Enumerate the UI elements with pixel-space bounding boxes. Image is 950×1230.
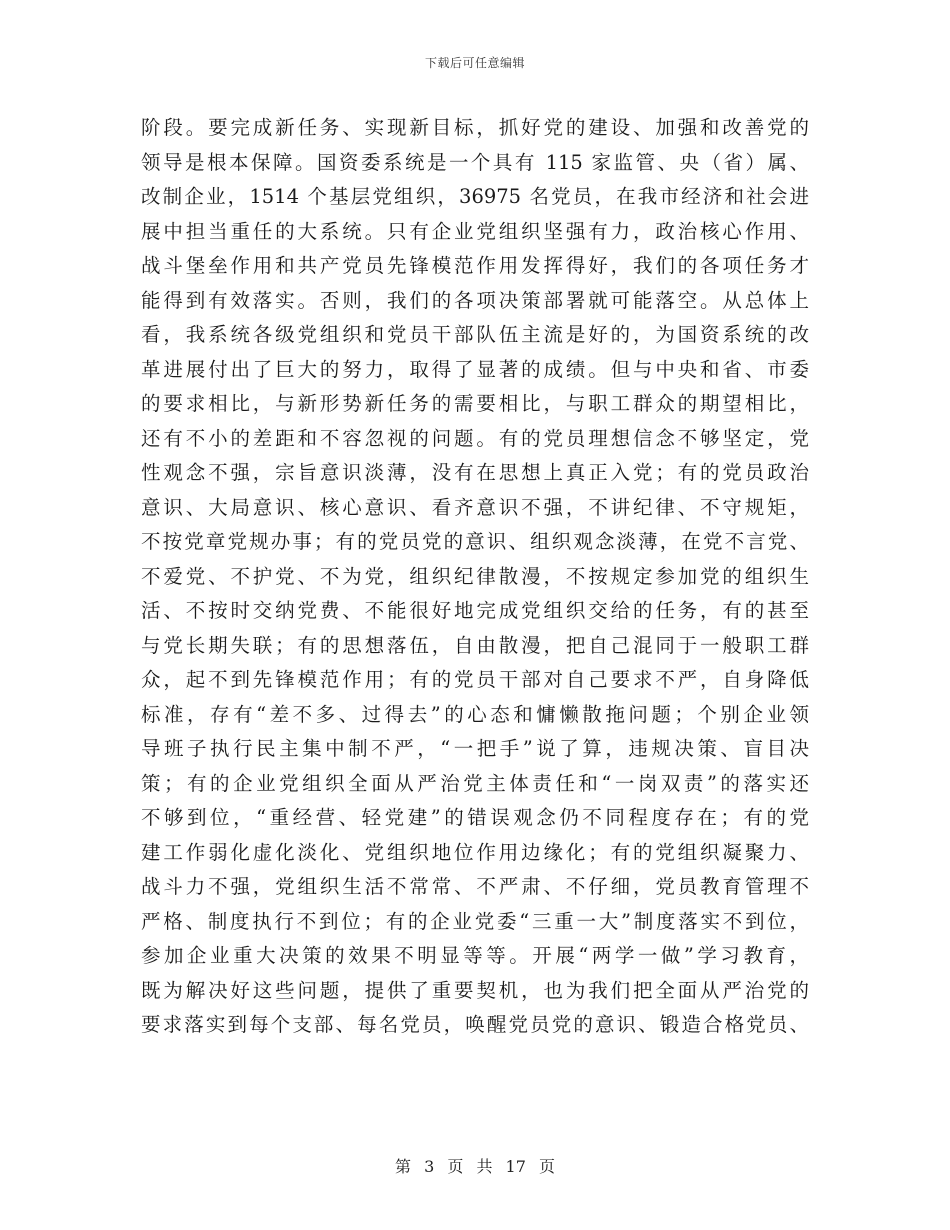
- text-line: 不爱党、不护党、不为党，组织纪律散漫，不按规定参加党的组织生: [141, 564, 809, 588]
- page-header: 下载后可任意编辑: [424, 56, 525, 70]
- text-line: 的要求相比，与新形势新任务的需要相比，与职工群众的期望相比，: [141, 392, 809, 415]
- text-line: 战斗堡垒作用和共产党员先锋模范作用发挥得好，我们的各项任务才: [141, 254, 809, 277]
- text-line: 阶段。要完成新任务、实现新目标，抓好党的建设、加强和改善党的: [141, 116, 809, 139]
- text-line: 看，我系统各级党组织和党员干部队伍主流是好的，为国资系统的改: [141, 323, 809, 346]
- text-line: 要求落实到每个支部、每名党员，唤醒党员党的意识、锻造合格党员、: [141, 1013, 809, 1036]
- page-number: 第 3 页 共 17 页: [395, 1157, 555, 1176]
- text-line: 展中担当重任的大系统。只有企业党组织坚强有力，政治核心作用、: [141, 219, 809, 243]
- text-line: 领导是根本保障。国资委系统是一个具有 115 家监管、央（省）属、: [141, 150, 809, 174]
- text-line: 还有不小的差距和不容忽视的问题。有的党员理想信念不够坚定，党: [141, 426, 809, 450]
- text-line: 导班子执行民主集中制不严，“一把手”说了算，违规决策、盲目决: [141, 737, 809, 760]
- text-line: 活、不按时交纳党费、不能很好地完成党组织交给的任务，有的甚至: [141, 599, 809, 622]
- text-line: 能得到有效落实。否则，我们的各项决策部署就可能落空。从总体上: [141, 288, 809, 312]
- body-text: [141, 111, 809, 1043]
- text-line: 革进展付出了巨大的努力，取得了显著的成绩。但与中央和省、市委: [141, 357, 809, 381]
- text-line: 不按党章党规办事；有的党员党的意识、组织观念淡薄，在党不言党、: [141, 530, 809, 553]
- text-line: 策；有的企业党组织全面从严治党主体责任和“一岗双责”的落实还: [141, 771, 809, 795]
- text-line: 改制企业，1514 个基层党组织，36975 名党员，在我市经济和社会进: [141, 185, 809, 208]
- text-line: 众，起不到先锋模范作用；有的党员干部对自己要求不严，自身降低: [141, 668, 809, 691]
- text-line: 与党长期失联；有的思想落伍，自由散漫，把自己混同于一般职工群: [141, 633, 809, 657]
- text-line: 参加企业重大决策的效果不明显等等。开展“两学一做”学习教育，: [141, 944, 809, 967]
- text-line: 意识、大局意识、核心意识、看齐意识不强，不讲纪律、不守规矩，: [141, 495, 809, 519]
- text-line: 既为解决好这些问题，提供了重要契机，也为我们把全面从严治党的: [141, 978, 809, 1002]
- text-line: 标准，存有“差不多、过得去”的心态和慵懒散拖问题；个别企业领: [141, 702, 809, 726]
- text-line: 性观念不强，宗旨意识淡薄，没有在思想上真正入党；有的党员政治: [141, 461, 809, 484]
- text-line: 严格、制度执行不到位；有的企业党委“三重一大”制度落实不到位，: [141, 909, 809, 933]
- text-line: 不够到位，“重经营、轻党建”的错误观念仍不同程度存在；有的党: [141, 806, 809, 829]
- text-line: 建工作弱化虚化淡化、党组织地位作用边缘化；有的党组织凝聚力、: [141, 840, 809, 864]
- text-line: 战斗力不强，党组织生活不常常、不严肃、不仔细，党员教育管理不: [141, 875, 809, 898]
